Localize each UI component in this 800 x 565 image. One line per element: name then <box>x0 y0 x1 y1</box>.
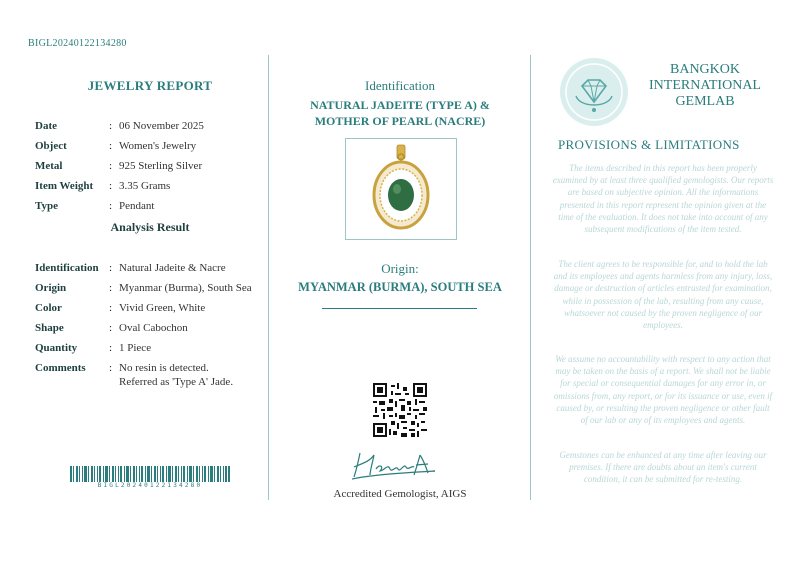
analysis-value: No resin is detected. Referred as 'Type A' Jade. <box>119 362 234 388</box>
detail-value: Women's Jewelry <box>119 140 197 152</box>
analysis-results <box>35 261 270 391</box>
provisions-paragraph-2: The client agrees to be responsible for, and to hold the lab and its employees and agents harmless from any injury, loss, damage or destruction of articles entrusted for examination, while in possession of the lab, resulting from any cause, whatsoever not caused by the proven negligence of our employees. <box>553 259 773 331</box>
report-id: BIGL20240122134280 <box>28 38 127 49</box>
report-title: JEWELRY REPORT <box>87 78 213 93</box>
analysis-row-identification: Identification : Natural Jadeite & Nacre <box>35 261 270 281</box>
lab-name: BANGKOK INTERNATIONAL GEMLAB <box>649 62 761 109</box>
analysis-value: Natural Jadeite & Nacre <box>119 262 226 274</box>
identification-name: NATURAL JADEITE (TYPE A) & MOTHER OF PEARL (NACRE) <box>310 98 490 128</box>
analysis-label: Color <box>35 302 62 314</box>
origin-label: Origin: <box>381 261 419 276</box>
analysis-label: Comments <box>35 362 86 374</box>
provisions-title: PROVISIONS & LIMITATIONS <box>558 137 740 152</box>
analysis-row-origin: Origin : Myanmar (Burma), South Sea <box>35 281 270 301</box>
analysis-value: Vivid Green, White <box>119 302 206 314</box>
qr-code-icon <box>373 383 427 437</box>
analysis-value: Oval Cabochon <box>119 322 188 334</box>
detail-value: Pendant <box>119 200 155 212</box>
analysis-title: Analysis Result <box>110 220 190 234</box>
analysis-label: Identification <box>35 262 99 274</box>
analysis-row-comments: Comments : No resin is detected. Referred as 'Type A' Jade. <box>35 361 270 391</box>
origin-underline <box>322 308 477 309</box>
signature-icon <box>340 445 460 485</box>
detail-value: 3.35 Grams <box>119 180 171 192</box>
detail-row-date: Date : 06 November 2025 <box>35 119 270 139</box>
gemologist-credential: Accredited Gemologist, AIGS <box>333 488 467 500</box>
provisions-paragraph-1: The items described in this report has been properly examined by at least three qualified gemologists. Our reports are based on subjective opinion. All the informations presented in this report represent the opinion given at the time of the evaluation. It does not take into account of any subsequent modifications of the item tested. <box>552 163 774 235</box>
detail-value: 925 Sterling Silver <box>119 160 203 172</box>
analysis-row-quantity: Quantity : 1 Piece <box>35 341 270 361</box>
detail-value: 06 November 2025 <box>119 120 204 132</box>
analysis-label: Quantity <box>35 342 78 354</box>
detail-label: Object <box>35 140 67 152</box>
provisions-paragraph-3: We assume no accountability with respect to any action that may be taken on the basis of a report. We shall not be liable for special or consequential damages for any error in, or omissions from, any report, or for its issuance or use, even if caused by, or resulting the proven negligence or other fault of our lab or any of its employees and agents. <box>553 354 773 426</box>
pendant-photo <box>345 138 457 240</box>
analysis-value: 1 Piece <box>119 342 152 354</box>
detail-row-weight: Item Weight : 3.35 Grams <box>35 179 270 199</box>
analysis-value: Myanmar (Burma), South Sea <box>119 282 252 294</box>
origin-value: MYANMAR (BURMA), SOUTH SEA <box>298 280 502 294</box>
analysis-row-color: Color : Vivid Green, White <box>35 301 270 321</box>
provisions-paragraph-4: Gemstones can be enhanced at any time after leaving our premises. If there are doubts about an item's current condition, it can be submitted for re-testing. <box>559 450 767 485</box>
detail-row-type: Type : Pendant <box>35 199 270 219</box>
detail-label: Metal <box>35 160 63 172</box>
identification-label: Identification <box>364 78 436 93</box>
gemlab-logo-icon <box>558 56 630 128</box>
analysis-label: Shape <box>35 322 64 334</box>
analysis-label: Origin <box>35 282 67 294</box>
detail-row-metal: Metal : 925 Sterling Silver <box>35 159 270 179</box>
item-details <box>35 119 270 219</box>
detail-label: Date <box>35 120 57 132</box>
analysis-row-shape: Shape : Oval Cabochon <box>35 321 270 341</box>
detail-label: Type <box>35 200 59 212</box>
detail-row-object: Object : Women's Jewelry <box>35 139 270 159</box>
barcode-text: BIGL20240122134280 <box>97 482 203 489</box>
detail-label: Item Weight <box>35 180 94 192</box>
column-divider-right <box>530 55 531 500</box>
